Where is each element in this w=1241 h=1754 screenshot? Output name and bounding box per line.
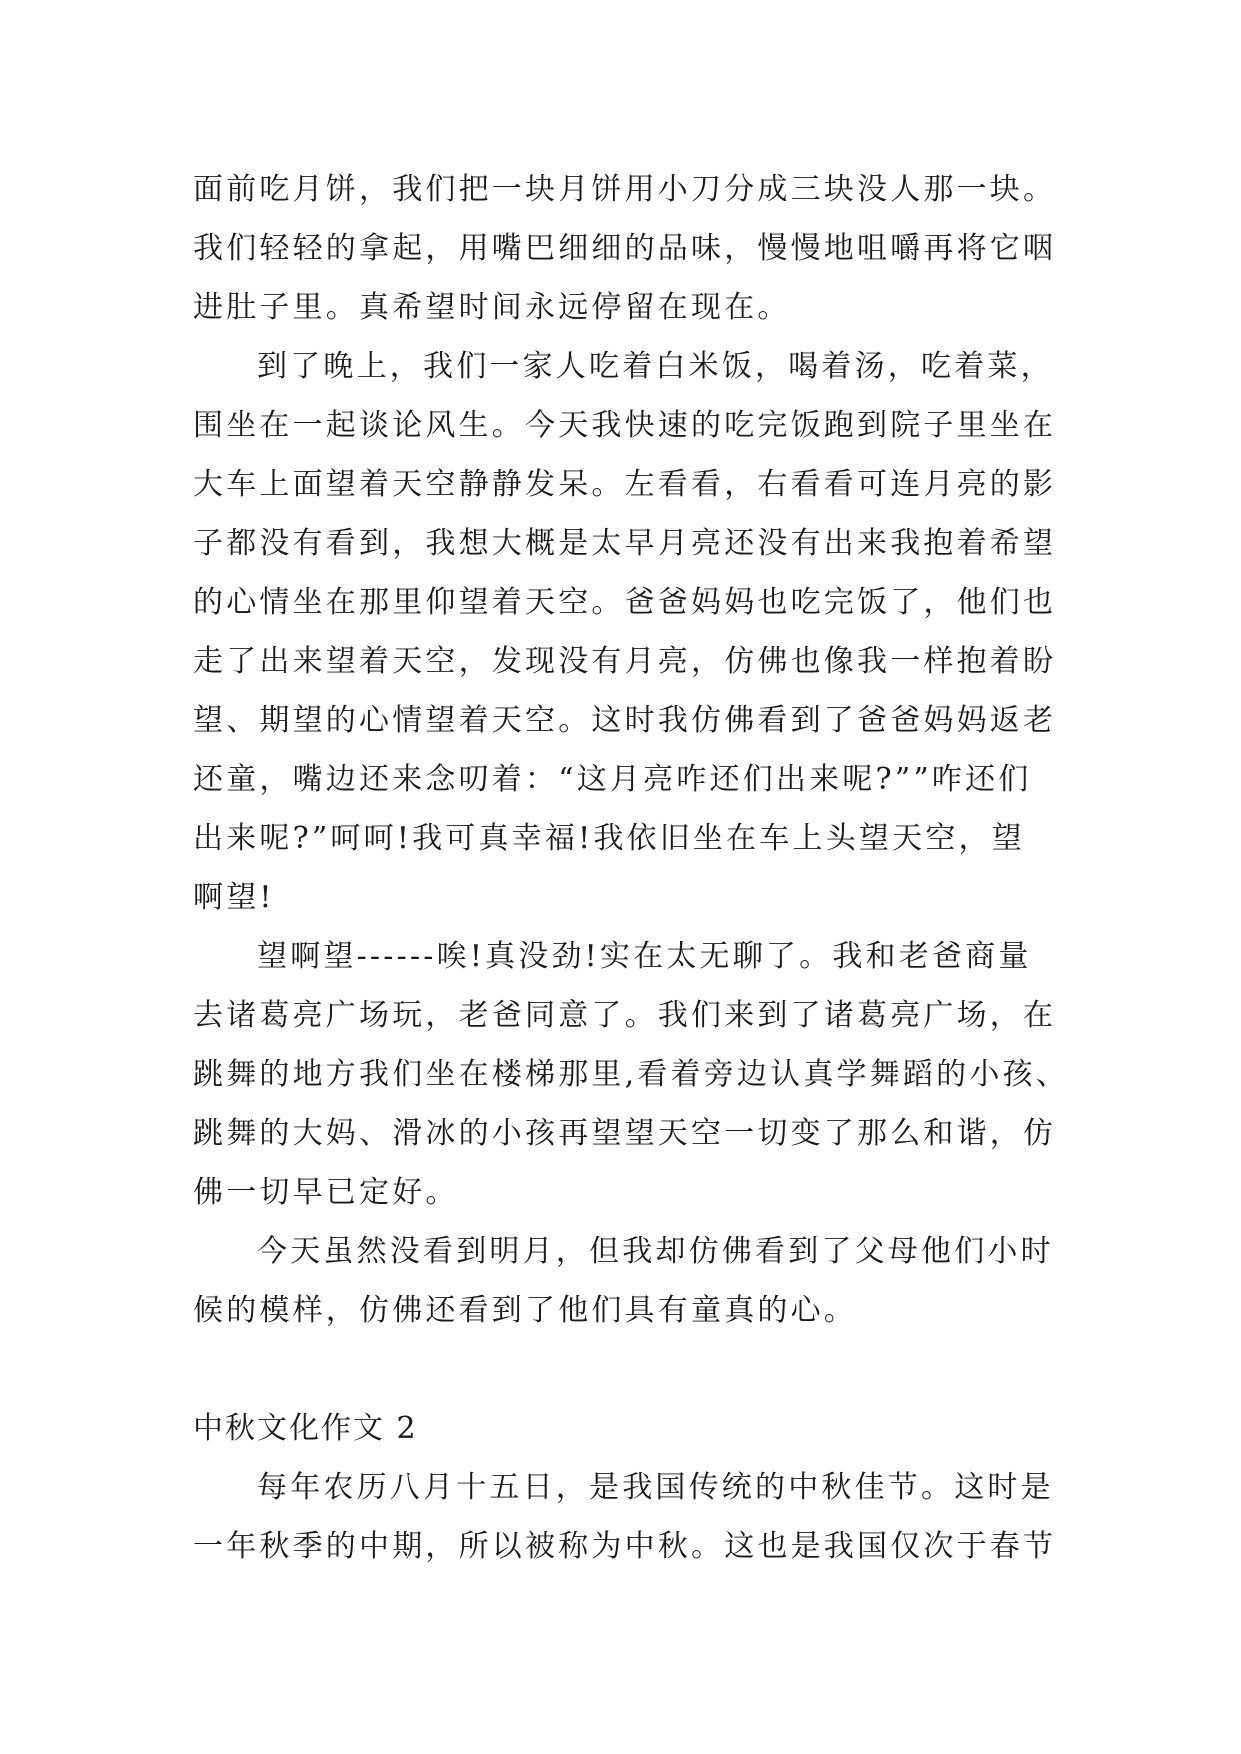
paragraph [193, 1458, 1057, 1576]
text-line: 一年秋季的中期，所以被称为中秋。这也是我国仅次于春节 [193, 1529, 1057, 1564]
paragraph [193, 337, 1057, 927]
text-line: 跳舞的地方我们坐在楼梯那里,看着旁边认真学舞蹈的小孩、 [193, 1057, 1069, 1092]
text-line: 去诸葛亮广场玩，老爸同意了。我们来到了诸葛亮广场，在 [193, 998, 1057, 1033]
text-line: 跳舞的大妈、滑冰的小孩再望望天空一切变了那么和谐，仿 [193, 1116, 1057, 1151]
text-line: 走了出来望着天空，发现没有月亮，仿佛也像我一样抱着盼 [193, 644, 1057, 679]
text-line: 候的模样，仿佛还看到了他们具有童真的心。 [193, 1293, 857, 1328]
text-line: 我们轻轻的拿起，用嘴巴细细的品味，慢慢地咀嚼再将它咽 [193, 231, 1057, 266]
text-line: 围坐在一起谈论风生。今天我快速的吃完饭跑到院子里坐在 [193, 408, 1057, 443]
text-line: 今天虽然没看到明月，但我却仿佛看到了父母他们小时 [257, 1234, 1054, 1269]
text-line: 到了晚上，我们一家人吃着白米饭，喝着汤，吃着菜， [257, 349, 1054, 384]
section-spacer [193, 1340, 1053, 1399]
text-line: 每年农历八月十五日，是我国传统的中秋佳节。这时是 [257, 1470, 1054, 1505]
text-line: 进肚子里。真希望时间永远停留在现在。 [193, 290, 791, 325]
section-title: 中秋文化作文 2 [193, 1411, 418, 1446]
text-line: 望、期望的心情望着天空。这时我仿佛看到了爸爸妈妈返老 [193, 703, 1057, 738]
text-line: 的心情坐在那里仰望着天空。爸爸妈妈也吃完饭了，他们也 [193, 585, 1057, 620]
text-line: 还童，嘴边还来念叨着：“这月亮咋还们出来呢?””咋还们 [193, 762, 1032, 797]
text-line: 面前吃月饼，我们把一块月饼用小刀分成三块没人那一块。 [193, 172, 1057, 207]
text-line: 子都没有看到，我想大概是太早月亮还没有出来我抱着希望 [193, 526, 1057, 561]
text-line: 出来呢?”呵呵!我可真幸福!我依旧坐在车上头望天空，望 [193, 821, 1025, 856]
paragraph [193, 1222, 1053, 1340]
text-line: 佛一切早已定好。 [193, 1175, 459, 1210]
text-line: 啊望! [193, 880, 275, 915]
document-body [193, 160, 1069, 1576]
paragraph [193, 927, 1069, 1222]
text-line: 望啊望------唉!真没劲!实在太无聊了。我和老爸商量 [257, 939, 1032, 974]
paragraph [193, 160, 1057, 337]
text-line: 大车上面望着天空静静发呆。左看看，右看看可连月亮的影 [193, 467, 1057, 502]
